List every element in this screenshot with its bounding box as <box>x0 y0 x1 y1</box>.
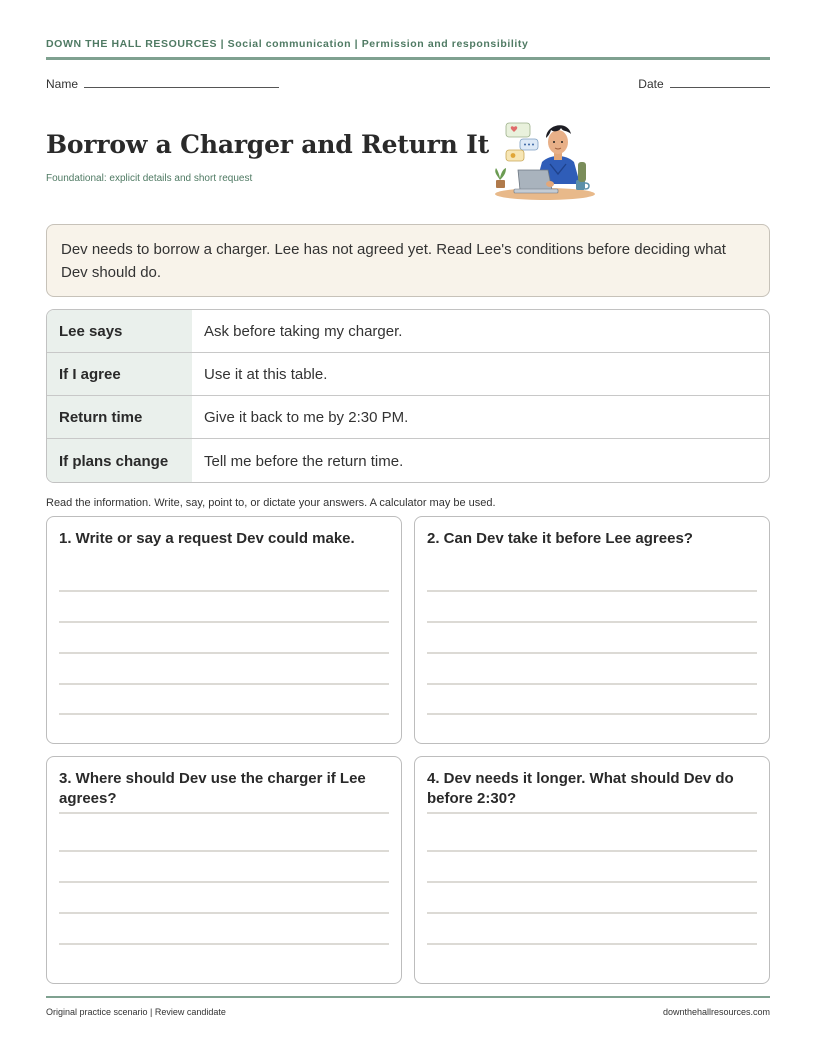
question-box-1[interactable] <box>46 516 402 744</box>
answer-line[interactable] <box>59 621 389 623</box>
answer-line[interactable] <box>427 683 757 685</box>
condition-key: Return time <box>47 396 192 438</box>
answer-line[interactable] <box>59 652 389 654</box>
condition-value: Tell me before the return time. <box>204 452 404 470</box>
answer-line[interactable] <box>427 912 757 914</box>
page-subtitle: Foundational: explicit details and short request <box>46 173 253 184</box>
answer-line[interactable] <box>59 850 389 852</box>
question-box-2[interactable] <box>414 516 770 744</box>
top-divider <box>46 57 770 60</box>
answer-line[interactable] <box>427 850 757 852</box>
answer-line[interactable] <box>427 652 757 654</box>
answer-line[interactable] <box>59 943 389 945</box>
condition-key: If plans change <box>47 439 192 483</box>
header-line: DOWN THE HALL RESOURCES | Social communication | Permission and responsibility <box>46 38 529 50</box>
date-label: Date <box>638 77 664 91</box>
page-title: Borrow a Charger and Return It <box>46 130 489 159</box>
answer-line[interactable] <box>59 713 389 715</box>
answer-line[interactable] <box>427 590 757 592</box>
scenario-box: Dev needs to borrow a charger. Lee has not agreed yet. Read Lee's conditions before deciding what Dev should do. <box>46 224 770 297</box>
person-at-laptop-illustration <box>490 114 600 204</box>
footer-left-text: Original practice scenario | Review candidate <box>46 1007 226 1017</box>
answer-line[interactable] <box>427 812 757 814</box>
answer-line[interactable] <box>427 713 757 715</box>
answer-line[interactable] <box>59 590 389 592</box>
condition-value: Use it at this table. <box>204 365 328 383</box>
answer-line[interactable] <box>59 812 389 814</box>
answer-line[interactable] <box>427 943 757 945</box>
question-text: 4. Dev needs it longer. What should Dev do before 2:30? <box>427 770 734 807</box>
name-label: Name <box>46 77 79 91</box>
question-text: 3. Where should Dev use the charger if Lee agrees? <box>59 770 366 807</box>
table-row <box>47 396 769 439</box>
name-field[interactable] <box>46 76 279 91</box>
condition-key: Lee says <box>47 310 192 352</box>
question-box-4[interactable] <box>414 756 770 984</box>
date-field[interactable] <box>638 76 770 91</box>
answer-line[interactable] <box>59 912 389 914</box>
question-box-3[interactable] <box>46 756 402 984</box>
instructions-text: Read the information. Write, say, point to, or dictate your answers. A calculator may be used. <box>46 497 496 509</box>
answer-line[interactable] <box>59 881 389 883</box>
table-row <box>47 353 769 396</box>
date-blank[interactable] <box>670 76 770 88</box>
bottom-divider <box>46 996 770 998</box>
table-row <box>47 310 769 353</box>
question-text: 2. Can Dev take it before Lee agrees? <box>427 530 693 547</box>
conditions-table <box>46 309 770 483</box>
name-blank[interactable] <box>84 76 279 88</box>
table-row <box>47 439 769 483</box>
answer-line[interactable] <box>427 881 757 883</box>
answer-line[interactable] <box>59 683 389 685</box>
footer-website: downthehallresources.com <box>662 1007 770 1017</box>
condition-key: If I agree <box>47 353 192 395</box>
question-text: 1. Write or say a request Dev could make. <box>59 530 355 547</box>
answer-line[interactable] <box>427 621 757 623</box>
condition-value: Ask before taking my charger. <box>204 322 403 340</box>
condition-value: Give it back to me by 2:30 PM. <box>204 408 409 426</box>
